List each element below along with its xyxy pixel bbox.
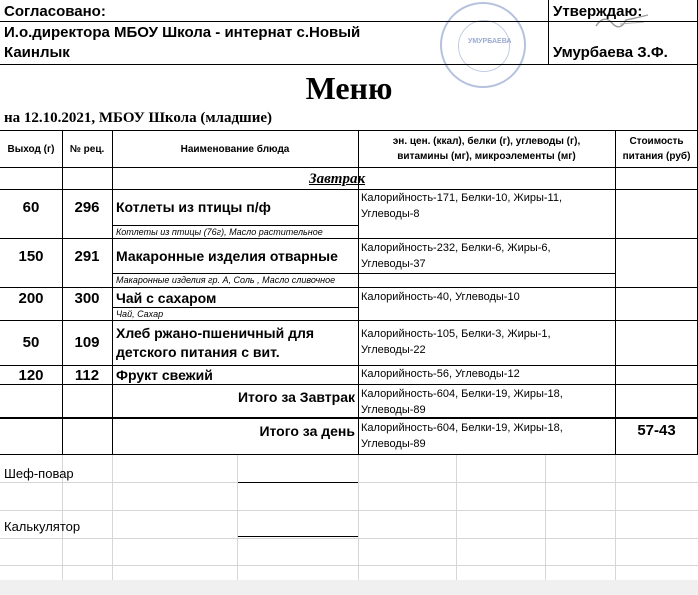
dish-ingredients: Котлеты из птицы (76г), Масло растительное <box>116 227 323 237</box>
gridline <box>456 455 457 580</box>
row-line <box>112 307 358 308</box>
sheet-bottom-bar <box>0 580 698 595</box>
dish-nutrition: Калорийность-105, Белки-3, Жиры-1, Углеводы-22 <box>361 328 551 356</box>
col-output: Выход (г) <box>7 144 55 155</box>
total-day-label: Итого за день <box>259 423 355 439</box>
row-line <box>0 417 698 419</box>
title-line <box>0 130 698 131</box>
total-day-nutrition: Калорийность-604, Белки-19, Жиры-18, Углеводы-89 <box>361 422 563 450</box>
row-line <box>0 238 698 239</box>
chef-signature-line <box>238 482 358 483</box>
dish-name: Чай с сахаром <box>116 290 217 306</box>
col-recipe: № рец. <box>69 144 105 155</box>
approve-label: Утверждаю: <box>553 3 643 20</box>
dish-name: Котлеты из птицы п/ф <box>116 199 271 215</box>
agreed-label: Согласовано: <box>4 3 106 20</box>
col-cost: Стоимость питания (руб) <box>622 136 691 162</box>
dish-name: Хлеб ржано-пшеничный для детского питания с вит. <box>116 325 315 360</box>
dish-nutrition: Калорийность-56, Углеводы-12 <box>361 368 520 380</box>
gridline <box>0 565 698 566</box>
gridline <box>237 455 238 580</box>
row-recipe: 291 <box>74 248 100 265</box>
row-line <box>112 273 615 274</box>
gridline <box>615 455 616 580</box>
village-name: Каинлык <box>4 44 70 61</box>
gridline <box>0 510 698 511</box>
total-breakfast-nutrition: Калорийность-604, Белки-19, Жиры-18, Углеводы-89 <box>361 388 563 416</box>
row-line <box>0 384 698 385</box>
row-line <box>0 320 698 321</box>
row-recipe: 109 <box>74 334 100 351</box>
chef-label: Шеф-повар <box>4 466 74 481</box>
acting-director: И.о.директора МБОУ Школа - интернат с.Новый <box>4 24 361 41</box>
dish-ingredients: Макаронные изделия гр. А, Соль , Масло сливочное <box>116 275 336 285</box>
dish-nutrition: Калорийность-40, Углеводы-10 <box>361 291 520 303</box>
header-bottom-line <box>0 167 698 168</box>
header-line <box>0 21 698 22</box>
header-line <box>0 64 698 65</box>
row-recipe: 112 <box>74 367 100 384</box>
calculator-label: Калькулятор <box>4 519 81 534</box>
gridline <box>0 538 698 539</box>
gridline <box>545 455 546 580</box>
row-line <box>0 287 698 288</box>
dish-name: Макаронные изделия отварные <box>116 248 338 264</box>
total-breakfast-label: Итого за Завтрак <box>237 389 355 405</box>
total-day-cost: 57-43 <box>637 422 676 439</box>
official-stamp: УМУРБАЕВА <box>440 2 526 88</box>
header-divider <box>548 0 549 64</box>
col-divider <box>112 130 113 454</box>
col-divider <box>62 130 63 454</box>
gridline <box>112 455 113 580</box>
calculator-signature-line <box>238 536 358 537</box>
row-recipe: 300 <box>74 290 100 307</box>
gridline <box>358 455 359 580</box>
col-divider <box>615 130 616 454</box>
menu-date: на 12.10.2021, МБОУ Школа (младшие) <box>4 110 273 126</box>
col-name: Наименование блюда <box>180 144 290 155</box>
row-output: 120 <box>18 367 44 384</box>
col-divider <box>358 130 359 454</box>
row-output: 60 <box>22 199 40 216</box>
row-line <box>0 365 698 366</box>
meal-name: Завтрак <box>308 171 366 187</box>
dish-name: Фрукт свежий <box>116 367 213 383</box>
row-line <box>0 454 698 455</box>
page-title: Меню <box>305 70 393 106</box>
dish-nutrition: Калорийность-171, Белки-10, Жиры-11, Углеводы-8 <box>361 192 563 220</box>
row-line <box>0 189 698 190</box>
col-nutrition: эн. цен. (ккал), белки (г), углеводы (г), витамины (мг), микроэлементы (мг) <box>392 136 581 162</box>
row-output: 200 <box>18 290 44 307</box>
dish-ingredients: Чай, Сахар <box>116 309 164 319</box>
row-line <box>112 225 358 226</box>
dish-nutrition: Калорийность-232, Белки-6, Жиры-6, Углеводы-37 <box>361 242 551 270</box>
row-recipe: 296 <box>74 199 100 216</box>
row-output: 150 <box>18 248 44 265</box>
row-output: 50 <box>22 334 40 351</box>
approver-name: Умурбаева З.Ф. <box>553 44 668 61</box>
